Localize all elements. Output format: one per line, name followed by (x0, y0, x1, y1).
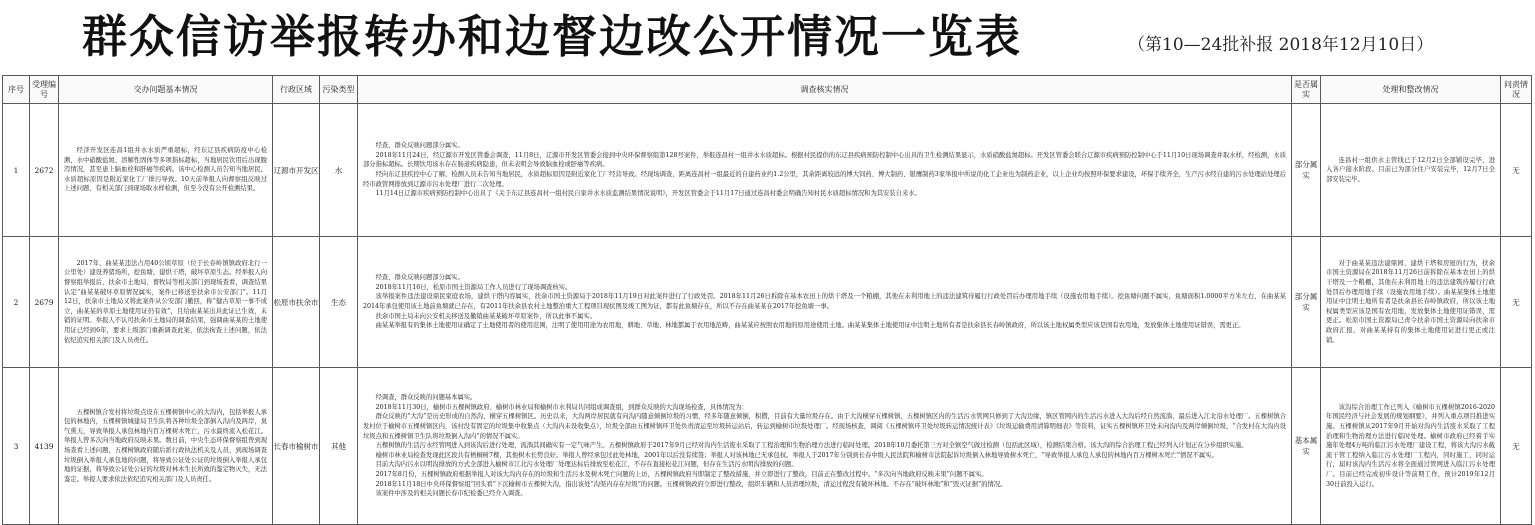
investigation-paragraph: 经查，群众反映问题部分属实。 (375, 274, 464, 282)
investigation-paragraph: 该举报案件违法建设鼎民家庭农场，建烘干塔内容属实，扶余市国土资源局于2018年11月19日对此案件进行了行政处罚。2018年11月26日拆除在基本农田上的烘干塔及一个粮棚，其他在未利用地上的违法建筑待履行行政处罚后办理用地手续（设施农用地手续）。挖鱼塘问题不属实，鱼塘面积1.0000平方米左右，在曲某某2014年承包使用该土地前鱼塘就已存在，有2011年扶余县农村土地整治重大工程项目现状图及竣工图为证，都有此鱼塘存在，所以不存在曲某某在2017年挖鱼塘一事。 (363, 293, 1286, 310)
investigation-paragraph: 五棵树镇的生活污水经管网进入到该沟后进行处理，流淌其间确实有一定气味产生。五棵树镇政府于2017年9月已经对沟内生活废水采取了工程治理和生物治理方法进行临时处理。2018年10月委托第三方对全镇空气做过检测（包括此区域），检测结果合格。该大沟的综合治理工程已经列入计划正在分步组织实施。 (375, 442, 1248, 450)
cell-no: 3 (3, 368, 30, 525)
investigation-paragraph: 经向东辽县疾控中心了解，检测人员未告知当地居民，水质超标原因是附近家化工厂经营导致。经现场调查，距离连昌村一组最近的自建药业约1.2公里，其余距离较远的博大饲药、博大制药、银鹰制药3家举报中所说的化工企业也为制药企业，以上企业均按照环保要求建设，环保手续齐全，生产污水经自建的污水处理站处理后经市政管网排放到辽源市污水处理厂进行二次处理。 (363, 171, 1286, 188)
investigation-paragraph: 该案件中涉及的相关问题长春市纪检委已经介入调查。 (375, 490, 527, 498)
header-accountability: 问责情况 (1501, 76, 1532, 104)
cell-investigation (358, 368, 1292, 525)
cell-no: 2 (3, 237, 30, 368)
header-pollution: 污染类型 (320, 76, 358, 104)
cell-region: 长春市榆树市 (273, 368, 320, 525)
investigation-paragraph: 2018年11月30日，榆树市五棵树镇政府、榆树市林业局和榆树市水利局共同组成调查组，到群众反映的大沟现场检查，具体情况为： (375, 403, 748, 411)
page-header (0, 0, 1535, 72)
report-table (2, 75, 1532, 525)
cell-region: 辽源市开发区 (273, 104, 320, 237)
problem-text: 五棵树镇合发村将垃圾点设在五棵树镇中心的大沟内，包括举报人承包的林地内，五棵树镇城建局卫生队将各种垃圾全部倒入沟内及两岸，臭气熏天，导致举报人承包林地内百万棵树木死亡，污水最终流入松花江。举报人曾多次向当地政府反映未果。数日前，中央生态环保督察组曾到现场查看上述问题，五棵树镇政府随后派行政执法机关及人员，到现场调查垃圾倒入举报人承包地的问题，将导致公证处公证的垃圾倒入举报人承包地的证据，将导致公证处公证的垃圾对林木生长所致的鉴定物灭失，无法鉴定。举报人要求依法依纪追究相关部门及人员责任。 (64, 408, 267, 483)
cell-pollution: 水 (320, 104, 358, 237)
cell-handling (1321, 237, 1501, 368)
header-handling: 处理和整改情况 (1321, 76, 1501, 104)
cell-no: 1 (3, 104, 30, 237)
header-region: 行政区域 (273, 76, 320, 104)
cell-investigation (358, 237, 1292, 368)
investigation-paragraph: 11月14日辽源市疾病预防控制中心出具了《关于东辽县连昌村一组村民自家井水水质监测结果情况说明》，开发区管委会于11月17日通过连昌村委会明确告知村民水质超标情况和为其安装自来水。 (375, 190, 921, 198)
table-row (3, 237, 1532, 368)
handling-text: 连昌村一组供水主管线已于12月2日全部铺设完毕，进入各户接水阶段。目前已为部分住户安装完毕，12月7日全部安装完毕。 (1326, 156, 1495, 183)
cell-pollution: 其他 (320, 368, 358, 525)
cell-region: 松原市扶余市 (273, 237, 320, 368)
page-title: 群众信访举报转办和边督边改公开情况一览表 (82, 10, 1023, 63)
cell-factual: 基本属实 (1292, 368, 1321, 525)
investigation-paragraph: 2018年11月24日，经辽源市开发区管委会调查，11月8日，辽源市开发区管委会接到中央环保督察组第128号案件，举报连昌村一组井水水质超标。根据村民提供的东辽县疾病预防控制中心出具的卫生检测结果显示，水质硝酸盐氮超标。开发区管委会联合辽源市疾病预防控制中心于11月10日现场调查并取水样，经检测，水质部分指标超标。长期饮用该水存在肠道疾病隐患，但未表明会导致脑血栓或肝癌等疾病。 (363, 151, 1286, 169)
cell-factual: 部分属实 (1292, 237, 1321, 368)
handling-text: 该沟综合治理工作已列入《榆树市五棵树镇2016-2020年国民经济与社会发展的规划纲要》，并列入重点项目推进实施。五棵树镇从2017年9月开始对沟内生活废水采取了工程治理和生物治理方法进行临时处理。榆树市政府已经着手实施年处理4万吨的临江污水处理厂建设工程，将该大沟污水截流干管工程纳入临江污水处理厂工程内，同时施工，同时运行，届时该沟内生活污水将全面通过管网进入临江污水处理厂。目前已经完成初步设计等前期工作，预计2019年12月30日前投入运行。 (1326, 403, 1495, 488)
cell-investigation (358, 104, 1292, 237)
table-row (3, 368, 1532, 525)
problem-text: 2017年，曲某某违法占用40公顷草原（位于长春岭镇镇政府北行一公里处）建设养猪场所，挖鱼塘，建烘干塔，破坏草原生态。经举报人向督察组举报后，扶余市土地局、畜牧局等相关部门到现场查看，调查结果认定“曲某某破坏草原情况属实，案件已移送至扶余市公安部门”。11月12日，扶余市土地局又将此案件从公安部门撤回，称“健古草原一事不成立，曲某某的草原土地使用证仍有效”，且给曲某某出具此证已生效，未销的证明。举报人不认可扶余市土地局的调查结果，强调曲某某的土地使用证已经到6年，要求上级部门重新调查此案，依法拘查上述问题，依法依纪追究相关部门及人员责任。 (64, 259, 267, 344)
investigation-paragraph: 2017年8月份，五棵树镇政府根据举报人对该大沟内存在的垃圾和生活污水及树木死亡问题的上访，五棵树镇政府当即制定了整改措施，并立即进行了整改，目前正在整改过程中。“多次向当地政府反映未果”问题不属实。 (375, 470, 988, 478)
investigation-paragraph: 榆树市林业局检查发现此区段共有梧桐树7棵，其他树木长势良好。举报人曾经承包过此处林地，2001年以后没有续签；举报人对该林地已无承包权。举报人于2017年分别到长春中级人民法院和榆树市法院起诉垃圾倒入林地导致树木死亡，“导致举报人承包人承包的林地内百万棵树木死亡”情况不属实。 (375, 451, 1218, 459)
cell-problem (59, 368, 273, 525)
cell-id: 2679 (30, 237, 59, 368)
cell-pollution: 生态 (320, 237, 358, 368)
investigation-paragraph: 经调查，群众反映的问题基本属实。 (375, 394, 477, 402)
header-no: 序号 (3, 76, 30, 104)
problem-text: 经济开发区连昌1组井水水质严重超标，经东辽县疾病防疫中心检测，水中硝酸盐氮、溶解性固体等多项指标超标，当地居民饮用后出现腹泻情况，甚至患上脑血栓和肝癌等疾病。该中心检测人员告知当地居民，水质超标原因是附近家化工厂排污导致。10天前举报人向督察组反映过上述问题，有相关部门到现场取水样检测，但至今没有公开检测结果。 (64, 147, 267, 193)
cell-accountability: 无 (1501, 104, 1532, 237)
cell-accountability: 无 (1501, 237, 1532, 368)
cell-id: 4139 (30, 368, 59, 525)
cell-accountability: 无 (1501, 368, 1532, 525)
cell-id: 2672 (30, 104, 59, 237)
header-problem: 交办问题基本情况 (59, 76, 273, 104)
investigation-paragraph: 群众反映的“大沟”是历史形成的自然沟，横穿五棵树镇区。历史以来，大沟两岸居民就有向沟内随意倾倒垃圾的习惯，经多年随意倾倒，积攒，目前有大量垃圾存在。由于大沟横穿五棵树镇，五棵树镇区内的生活污水管网只修到了大沟边缘，镇区管网内的生活污水进入大沟后经自然流淌，最后进入江北沿水处理厂。五棵树镇合发村位于榆树市五棵树镇区内，该村没有固定的垃圾集中收集点（大沟内未设收集点），垃圾全部由五棵树镇环卫处负责清运至垃圾转运站后，转运到榆树市垃圾处理厂。经现场核查，调阅《五棵树镇环卫处垃圾转运情况统计表》《垃圾运输费用清算明细表》等资料，证实五棵树镇环卫处未向沟内及两岸倾倒垃圾，“合发村在大沟内设垃圾点和五棵树镇卫生队将垃圾倒入沟内”的情况不属实。 (363, 413, 1286, 440)
cell-problem (59, 104, 273, 237)
investigation-paragraph: 经查，群众反映问题部分属实。 (375, 142, 464, 150)
cell-handling (1321, 104, 1501, 237)
header-investigation: 调查核实情况 (358, 76, 1292, 104)
investigation-paragraph: 扶余市国土局未向公安机关移送及撤销曲某某破坏草原案件，所以此事不属实。 (375, 312, 596, 320)
cell-handling (1321, 368, 1501, 525)
table-header-row (3, 76, 1532, 104)
table-row (3, 104, 1532, 237)
investigation-paragraph: 2018年11月16日，松原市国土资源局工作人员进行了现场调查核实。 (375, 283, 572, 291)
header-id: 受理编号 (30, 76, 59, 104)
investigation-paragraph: 曲某某举报有的集体土地使用证确定了土地使用者的使用范围，注明了使用用途为农用地，耕地、草地、林地都属于农用地范畴，曲某某应按照农用地的原用途使用土地。曲某某集体土地使用证中注明土地所有者是扶余县长春岭镇政府，所以该土地权属类型应该是国有农用地，发放集体土地使用证错误，需更正。 (375, 322, 1245, 330)
header-factual: 是否属实 (1292, 76, 1321, 104)
cell-problem (59, 237, 273, 368)
cell-factual: 部分属实 (1292, 104, 1321, 237)
investigation-paragraph: 2018年11月18日中央环保督察组“回头看”下沉榆树市五棵树大沟，指出该处“沟渠内存在垃圾”的问题。五棵树镇政府立即进行整改，组织车辆和人员清理垃圾，清运过程没有破坏林地。不存在“破坏林地”和“毁灭证据”的情况。 (375, 480, 1007, 488)
handling-text: 对于曲某某违法建鼎园、建烘干塔和房屋的行为，扶余市国土资源局在2018年11月26日前拆除在基本农田上的烘干塔及一个粮棚，其他在未利用地上的违法建筑待履行行政处罚后办理用地手续（设施农用地手续）。曲某某集体土地使用证中注明土地所有者是扶余县长春岭镇政府，所以该土地权属类型应该是国有农用地，发放集体土地使用证错误，需更正。松原市国土资源局已责令扶余市国土资源局向扶余市政府汇报，对曲某某持有的集体土地使用证进行更正或注销。 (1326, 259, 1495, 344)
page-subtitle: （第10—24批补报 2018年12月10日） (1128, 35, 1434, 55)
investigation-paragraph: 目前大沟内污水以明沟排放的方式全部进入榆树市江北污水处理厂处理达标后排放至松花江，不存在直接松花江问题，但存在生活污水明沟排放的问题。 (375, 461, 798, 469)
